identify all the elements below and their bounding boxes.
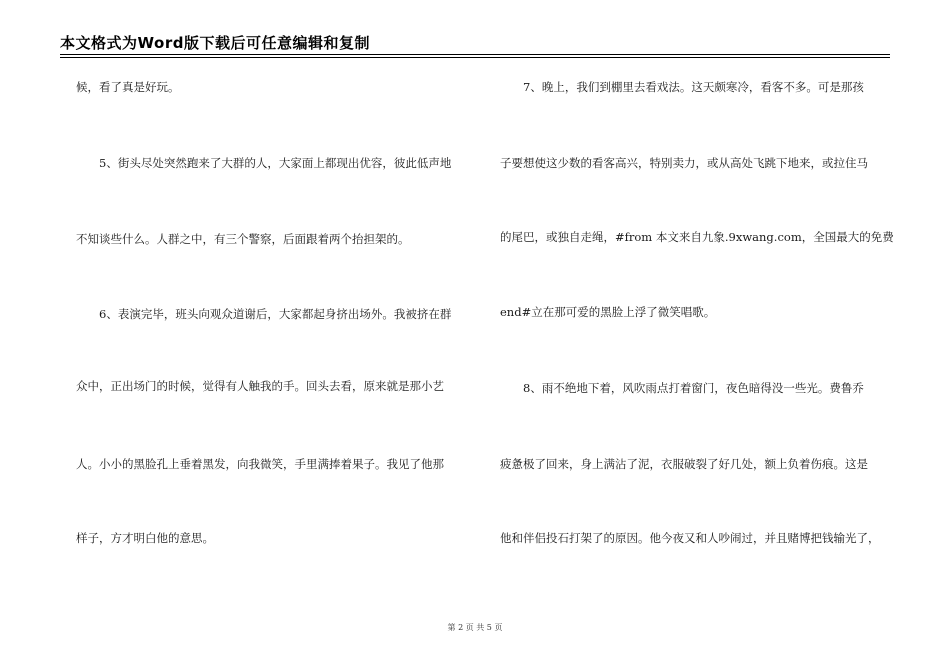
- page-number-footer: 第 2 页 共 5 页: [447, 623, 503, 632]
- text-line: 的尾巴，或独自走绳，#from 本文来自九象.9xwang.com，全国最大的免费: [500, 230, 894, 244]
- text-line: 8、雨不绝地下着，风吹雨点打着窗门，夜色暗得没一些光。费鲁乔: [523, 381, 864, 395]
- text-line: 他和伴侣投石打架了的原因。他今夜又和人吵闹过，并且赌博把钱输光了，: [500, 531, 880, 545]
- right-text-column: [500, 60, 892, 620]
- header-rule-bottom: [60, 57, 890, 58]
- header-rule-top: [60, 54, 890, 55]
- text-line: 人。小小的黑脸孔上垂着黑发，向我微笑，手里满捧着果子。我见了他那: [76, 457, 444, 471]
- text-line: 7、晚上，我们到棚里去看戏法。这天颇寒冷，看客不多。可是那孩: [523, 80, 864, 94]
- header-banner: 本文格式为Word版下载后可任意编辑和复制: [60, 34, 370, 52]
- text-line: 5、街头尽处突然跑来了大群的人，大家面上都现出优容，彼此低声地: [99, 156, 452, 170]
- text-line: 6、表演完毕，班头向观众道谢后，大家都起身挤出场外。我被挤在群: [99, 307, 452, 321]
- text-line: 子要想使这少数的看客高兴，特别卖力，或从高处飞跳下地来，或拉住马: [500, 156, 868, 170]
- text-line: end#立在那可爱的黑脸上浮了微笑唱歌。: [500, 305, 716, 319]
- text-line: 样子，方才明白他的意思。: [76, 531, 214, 545]
- text-line: 众中，正出场门的时候，觉得有人触我的手。回头去看，原来就是那小艺: [76, 379, 444, 393]
- text-line: 疲惫极了回来，身上满沾了泥，衣服破裂了好几处，额上负着伤痕。这是: [500, 457, 868, 471]
- text-line: 不知谈些什么。人群之中，有三个警察，后面跟着两个抬担架的。: [76, 232, 410, 246]
- text-line: 候，看了真是好玩。: [76, 80, 180, 94]
- left-text-column: [76, 60, 468, 620]
